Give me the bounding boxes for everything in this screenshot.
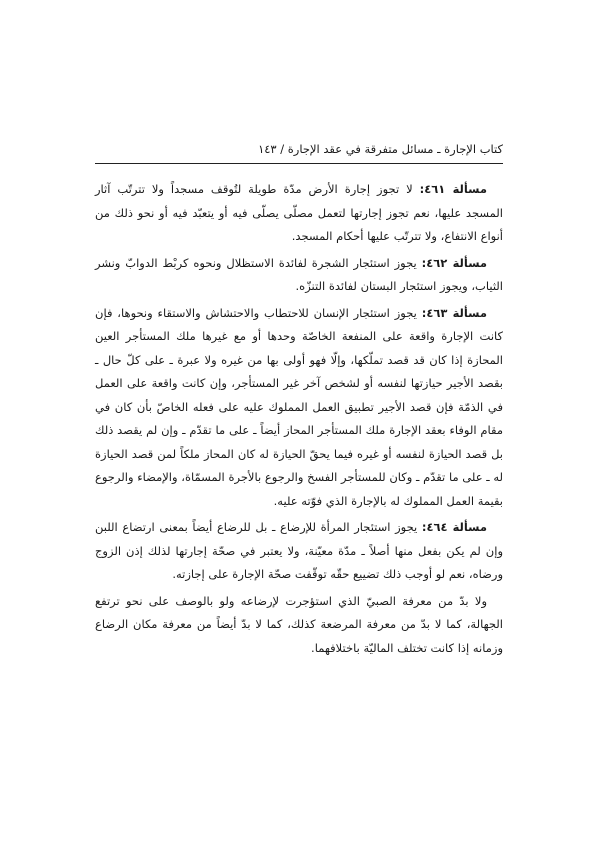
issue-paragraph-463	[95, 302, 503, 514]
issue-text: يجوز استئجار الشجرة لفائدة الاستظلال ونحوه كربْط الدوابّ ونشر الثياب، ويجوز استئجار البستان لفائدة التنزّه.	[95, 255, 503, 293]
issue-label: مسألة ٤٦٤:	[421, 520, 488, 534]
issue-paragraph-461	[95, 178, 503, 249]
page-body	[95, 178, 503, 660]
issue-paragraph-462	[95, 252, 503, 299]
issue-label: مسألة ٤٦١:	[419, 182, 488, 196]
paragraph-text: ولا بدّ من معرفة الصبيّ الذي استؤجرت لإرضاعه ولو بالوصف على نحو ترتفع الجهالة، كما لا بدّ من معرفة المرضعة كذلك، كما لا بدّ أيضاً من معرفة مكان الرضاع وزمانه إذا كانت تختلف الماليّة باختلافهما.	[95, 593, 503, 655]
issue-text: يجوز استئجار الإنسان للاحتطاب والاحتشاش والاستقاء ونحوها، فإن كانت الإجارة واقعة على المنفعة الخاصّة وحدها أو مع غيرها ملك المستأجر العين المحازة إذا كان قد قصد تملّكها، وإلّا فهو أولى بها من غيره ولا عبرة ـ على كلّ حال ـ بقصد الأجير حيازتها لنفسه أو لشخص آخر غير المستأجر، وإن كانت واقعة على العمل في الذمّة فإن قصد الأجير تطبيق العمل المملوك عليه على فعله الخاصّ بأن كان في مقام الوفاء بعقد الإجارة ملك المستأجر المحاز أيضاً ـ على ما تقدّم ـ وإن لم يقصد ذلك بل قصد الحيازة لنفسه أو غيره فيما يحقّ الحيازة له كان المحاز ملكاً لمن قصد الحيازة له ـ على ما تقدّم ـ وكان للمستأجر الفسخ والرجوع بالأجرة المسمّاة، والإمضاء والرجوع بقيمة العمل المملوك له بالإجارة الذي فوّته عليه.	[95, 305, 503, 508]
running-title: كتاب الإجارة ـ مسائل متفرقة في عقد الإجارة / ١٤٣	[258, 142, 503, 156]
issue-text: لا تجوز إجارة الأرض مدّة طويلة لتُوقف مسجداً ولا تترتّب آثار المسجد عليها، نعم تجوز إجارتها لتعمل مصلّى يصلّى فيه أو يتعبّد فيه أو نحو ذلك من أنواع الانتفاع، ولا تترتّب عليها أحكام المسجد.	[95, 182, 503, 243]
running-header	[95, 140, 503, 164]
book-page	[95, 140, 503, 663]
issue-label: مسألة ٤٦٢:	[421, 255, 488, 270]
continuation-paragraph	[95, 590, 503, 661]
issue-paragraph-464	[95, 516, 503, 587]
issue-text: يجوز استئجار المرأة للإرضاع ـ بل للرضاع أيضاً بمعنى ارتضاع اللبن وإن لم يكن بفعل منها أصلاً ـ مدّة معيّنة، ولا يعتبر في صحّة إجارتها لذلك إذن الزوج ورضاه، نعم لو أوجب ذلك تضييع حقّه توقّفت صحّة الإجارة على إجازته.	[95, 520, 503, 581]
issue-label: مسألة ٤٦٣:	[421, 305, 488, 320]
